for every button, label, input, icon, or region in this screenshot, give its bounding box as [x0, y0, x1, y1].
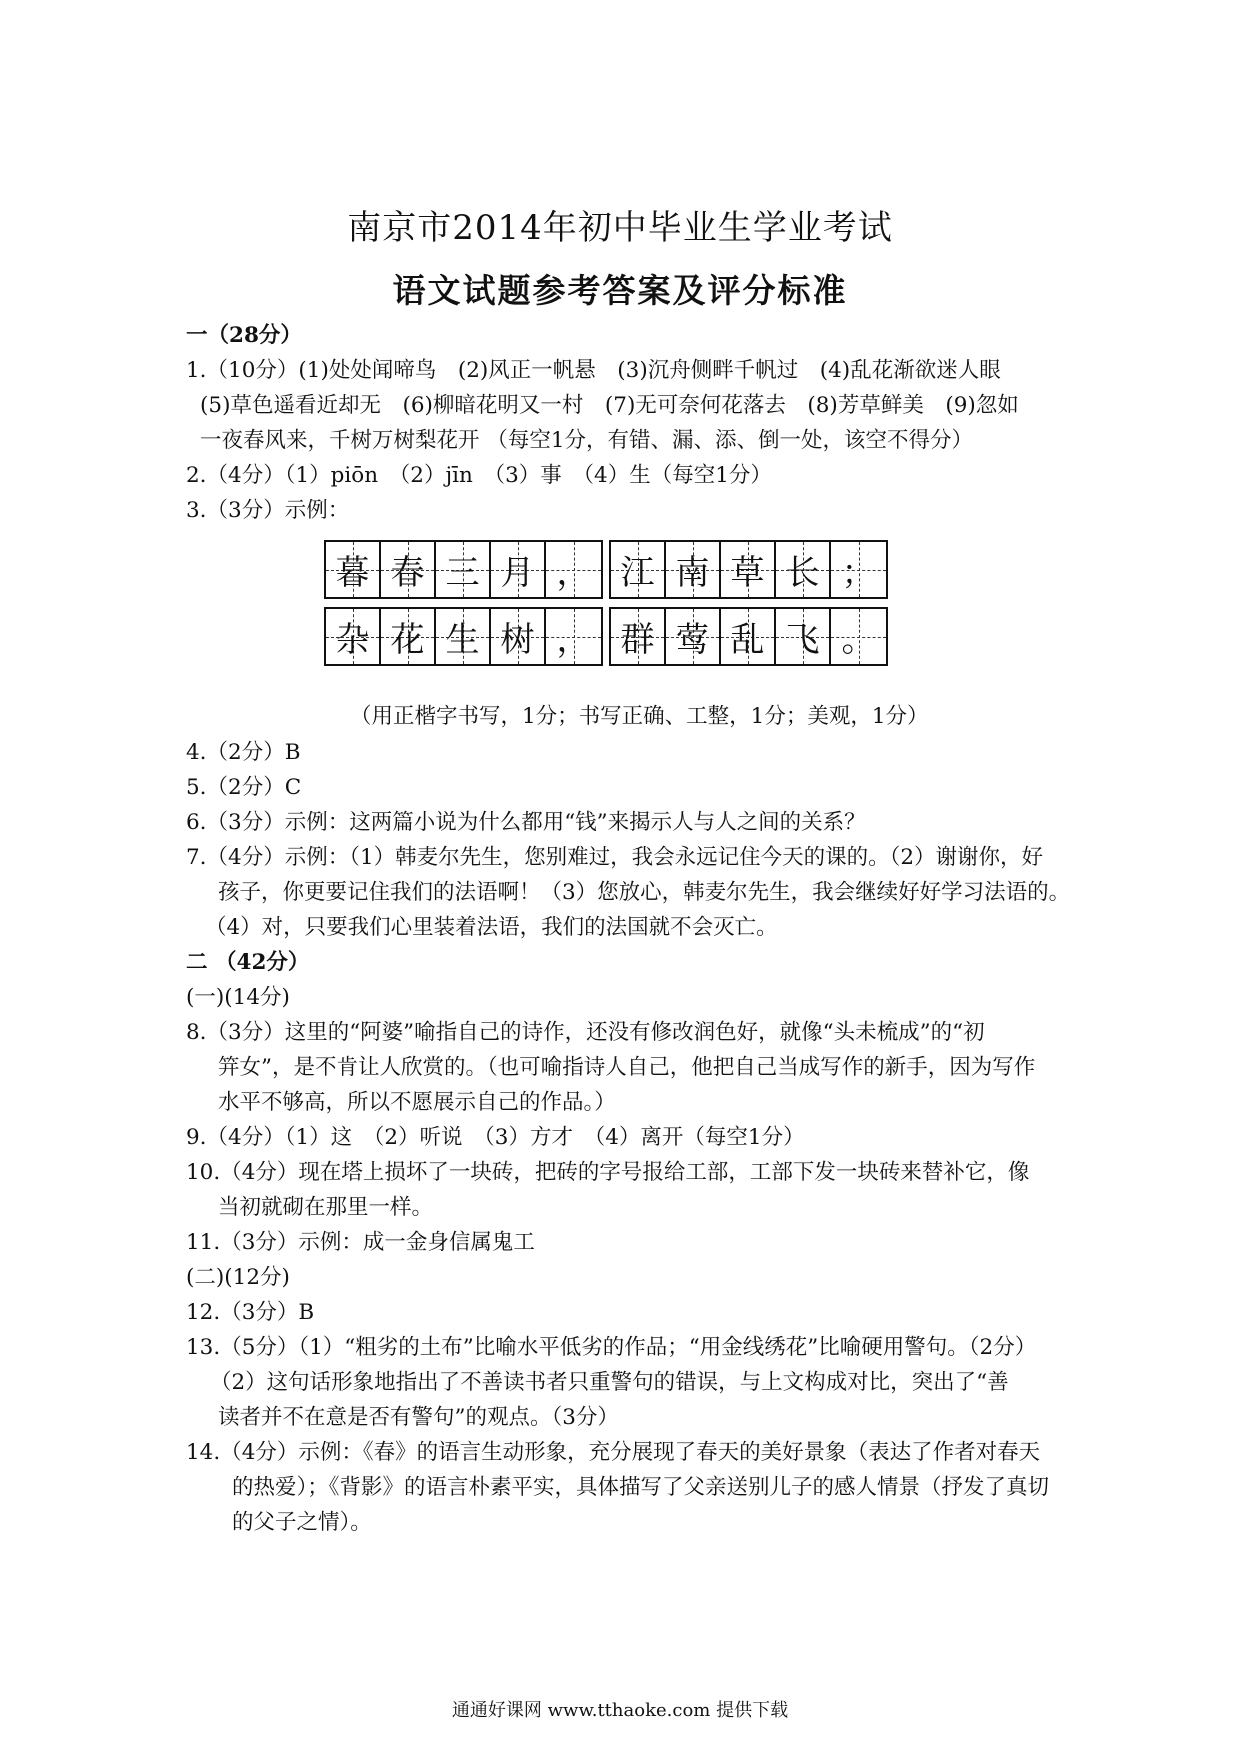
- answer-line: （2）这句话形象地指出了不善读书者只重警句的错误，与上文构成对比，突出了“善: [210, 1370, 1009, 1395]
- calligraphy-grid-row2-left: [324, 607, 603, 666]
- answer-line: 水平不够高，所以不愿展示自己的作品。）: [218, 1090, 616, 1115]
- answer-line: 4.（2分）B: [186, 740, 301, 765]
- answer-line: 2.（4分）（1）piōn （2）jīn （3）事 （4）生（每空1分）: [186, 463, 772, 488]
- grid-cell: [326, 542, 381, 597]
- grid-cell: [436, 609, 491, 664]
- grid-cell: [546, 542, 601, 597]
- exam-subtitle: 语文试题参考答案及评分标准: [392, 271, 848, 310]
- grid-cell: [381, 542, 436, 597]
- grid-char: ，: [556, 553, 591, 593]
- calligraphy-grid-row2-right: [609, 607, 888, 666]
- grid-cell: [831, 542, 886, 597]
- section-two-heading: 二 （42分）: [186, 950, 310, 975]
- subsection-heading: (二)(12分): [186, 1265, 290, 1290]
- answer-line: 8.（3分）这里的“阿婆”喻指自己的诗作，还没有修改润色好，就像“头未梳成”的“初: [186, 1020, 985, 1045]
- grid-cell: [611, 609, 666, 664]
- grid-cell: [546, 609, 601, 664]
- answer-line: (5)草色遥看近却无 (6)柳暗花明又一村 (7)无可奈何花落去 (8)芳草鲜美 (9)忽如: [200, 393, 1019, 418]
- answer-line: 6.（3分）示例：这两篇小说为什么都用“钱”来揭示人与人之间的关系？: [186, 810, 866, 835]
- answer-line: 笄女”，是不肯让人欣赏的。（也可喻指诗人自己，他把自己当成写作的新手，因为写作: [218, 1055, 1036, 1080]
- grid-cell: [666, 609, 721, 664]
- footer-watermark: 通通好课网 www.tthaoke.com 提供下载: [451, 1700, 789, 1721]
- grid-char: 杂: [335, 620, 370, 660]
- grid-char: 。: [841, 620, 876, 660]
- grid-cell: [721, 542, 776, 597]
- answer-line: 10.（4分）现在塔上损坏了一块砖，把砖的字号报给工部，工部下发一块砖来替补它，像: [186, 1160, 1030, 1185]
- grid-char: 长: [785, 553, 820, 593]
- grid-cell: [776, 542, 831, 597]
- grid-cell: [776, 609, 831, 664]
- section-one-heading: 一（28分）: [186, 323, 302, 348]
- grid-cell: [381, 609, 436, 664]
- answer-line: （4）对，只要我们心里装着法语，我们的法国就不会灭亡。: [205, 915, 778, 940]
- grid-cell: [831, 609, 886, 664]
- answer-line: 的热爱）；《背影》的语言朴素平实，具体描写了父亲送别儿子的感人情景（抒发了真切: [232, 1475, 1050, 1500]
- grid-char: 暮: [335, 553, 370, 593]
- answer-line: 5.（2分）C: [186, 775, 302, 800]
- grid-cell: [491, 609, 546, 664]
- grid-char: 春: [390, 553, 425, 593]
- grid-char: ；: [841, 553, 876, 593]
- answer-line: 13.（5分）（1）“粗劣的土布”比喻水平低劣的作品；“用金线绣花”比喻硬用警句。（2分）: [186, 1335, 1037, 1360]
- answer-line: 读者并不在意是否有警句”的观点。（3分）: [218, 1405, 619, 1430]
- grid-cell: [491, 542, 546, 597]
- grid-cell: [611, 542, 666, 597]
- grid-cell: [436, 542, 491, 597]
- scoring-note: （用正楷字书写，1分；书写正确、工整，1分；美观，1分）: [350, 704, 929, 729]
- answer-line: 一夜春风来，千树万树梨花开 （每空1分，有错、漏、添、倒一处，该空不得分）: [200, 428, 974, 453]
- grid-char: 草: [730, 553, 765, 593]
- answer-line: 9.（4分）（1）这 （2）听说 （3）方才 （4）离开（每空1分）: [186, 1125, 805, 1150]
- answer-line: 孩子，你更要记住我们的法语啊！（3）您放心，韩麦尔先生，我会继续好好学习法语的。: [218, 880, 1071, 905]
- answer-line: 3.（3分）示例：: [186, 498, 350, 523]
- grid-char: 群: [620, 620, 655, 660]
- grid-char: 江: [620, 553, 655, 593]
- grid-char: 飞: [785, 620, 820, 660]
- calligraphy-grid-row1-left: [324, 540, 603, 599]
- grid-char: 月: [500, 553, 535, 593]
- answer-line: 11.（3分）示例：成一金身信属鬼工: [186, 1230, 535, 1255]
- grid-char: 生: [445, 620, 480, 660]
- subsection-heading: (一)(14分): [186, 985, 290, 1010]
- answer-line: 12.（3分）B: [186, 1300, 315, 1325]
- grid-char: 莺: [675, 620, 710, 660]
- answer-line: 1.（10分）(1)处处闻啼鸟 (2)风正一帆悬 (3)沉舟侧畔千帆过 (4)乱花渐欲迷人眼: [186, 358, 1001, 383]
- answer-line: 7.（4分）示例：（1）韩麦尔先生，您别难过，我会永远记住今天的课的。（2）谢谢你，好: [186, 845, 1044, 870]
- grid-char: ，: [556, 620, 591, 660]
- grid-char: 树: [500, 620, 535, 660]
- grid-cell: [721, 609, 776, 664]
- grid-cell: [666, 542, 721, 597]
- grid-char: 南: [675, 553, 710, 593]
- answer-line: 当初就砌在那里一样。: [218, 1195, 434, 1220]
- answer-line: 14.（4分）示例：《春》的语言生动形象，充分展现了春天的美好景象（表达了作者对春天: [186, 1440, 1041, 1465]
- answer-line: 的父子之情）。: [232, 1510, 372, 1535]
- calligraphy-grid-row1-right: [609, 540, 888, 599]
- grid-char: 三: [445, 553, 480, 593]
- exam-title: 南京市2014年初中毕业生学业考试: [347, 208, 893, 248]
- grid-char: 花: [390, 620, 425, 660]
- grid-char: 乱: [730, 620, 765, 660]
- grid-cell: [326, 609, 381, 664]
